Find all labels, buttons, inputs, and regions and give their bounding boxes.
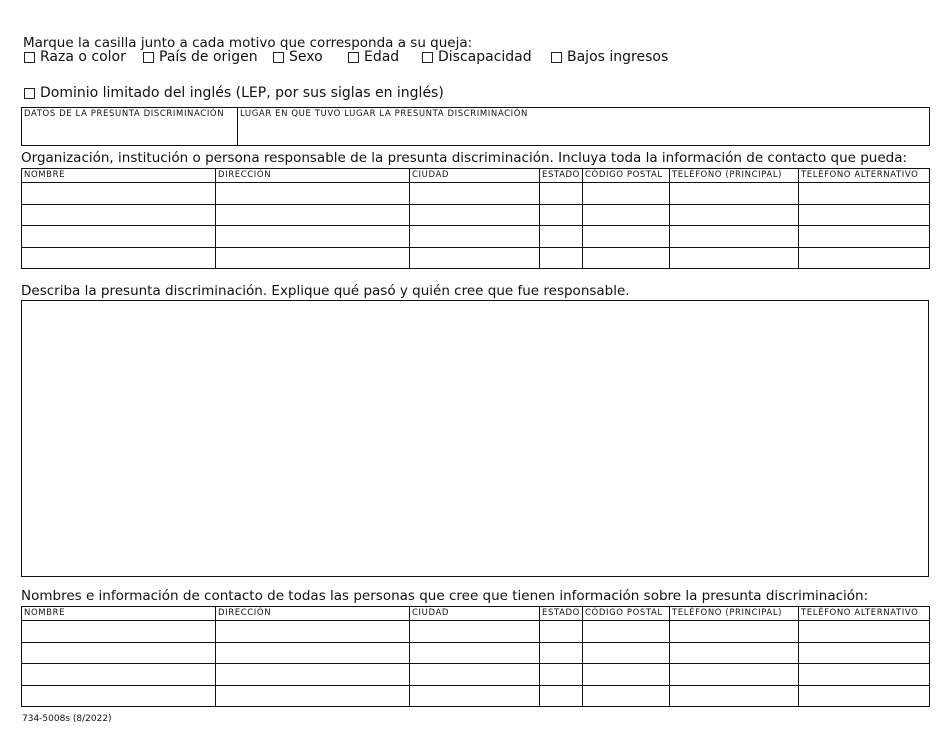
column-header: DIRECCIÓN: [216, 607, 410, 621]
column-header: CIUDAD: [410, 169, 540, 183]
cell-input[interactable]: [799, 247, 930, 269]
cell-input[interactable]: [540, 226, 583, 248]
checkbox-sex[interactable]: [273, 49, 323, 65]
checkbox-label: Discapacidad: [438, 49, 532, 65]
cell-input[interactable]: [22, 226, 216, 248]
cell-input[interactable]: [670, 183, 799, 205]
organization-heading: Organización, institución o persona responsable de la presunta discriminación. Incluya toda la información de contacto que pueda:: [21, 150, 908, 166]
cell-input[interactable]: [22, 621, 216, 643]
cell-input[interactable]: [410, 664, 540, 686]
discrimination-place-label: LUGAR EN QUE TUVO LUGAR LA PRESUNTA DISCRIMINACIÓN: [240, 109, 528, 119]
cell-input[interactable]: [410, 247, 540, 269]
checkbox-label: Raza o color: [40, 49, 126, 65]
checkbox-label: Bajos ingresos: [567, 49, 669, 65]
table-row: [22, 642, 930, 664]
cell-input[interactable]: [216, 642, 410, 664]
description-textarea[interactable]: [21, 300, 929, 577]
cell-input[interactable]: [670, 685, 799, 707]
column-header: TELÉFONO ALTERNATIVO: [799, 169, 930, 183]
checkbox-age[interactable]: [348, 49, 399, 65]
checkbox-label: Sexo: [289, 49, 323, 65]
table-row: [22, 685, 930, 707]
cell-input[interactable]: [540, 642, 583, 664]
cell-input[interactable]: [216, 247, 410, 269]
column-header: CIUDAD: [410, 607, 540, 621]
cell-input[interactable]: [670, 247, 799, 269]
cell-input[interactable]: [22, 685, 216, 707]
cell-input[interactable]: [216, 204, 410, 226]
cell-input[interactable]: [799, 226, 930, 248]
cell-input[interactable]: [410, 685, 540, 707]
column-header: ESTADO: [540, 169, 583, 183]
table-row: [22, 183, 930, 205]
table-row: [22, 204, 930, 226]
cell-input[interactable]: [216, 664, 410, 686]
checkbox-low-income[interactable]: [551, 49, 668, 65]
table-row: [22, 621, 930, 643]
cell-input[interactable]: [410, 204, 540, 226]
checkbox-label: Edad: [364, 49, 400, 65]
cell-input[interactable]: [670, 621, 799, 643]
table-row: [22, 664, 930, 686]
cell-input[interactable]: [216, 621, 410, 643]
cell-input[interactable]: [22, 204, 216, 226]
cell-input[interactable]: [583, 642, 670, 664]
cell-input[interactable]: [22, 664, 216, 686]
cell-input[interactable]: [799, 685, 930, 707]
checkbox-label: Dominio limitado del inglés (LEP, por sus siglas en inglés): [40, 85, 444, 101]
reasons-prompt: Marque la casilla junto a cada motivo que corresponda a su queja:: [23, 35, 473, 51]
discrimination-info-table: [21, 107, 930, 146]
cell-input[interactable]: [799, 183, 930, 205]
cell-input[interactable]: [670, 204, 799, 226]
column-header: TELÉFONO (PRINCIPAL): [670, 607, 799, 621]
column-header: TELÉFONO ALTERNATIVO: [799, 607, 930, 621]
discrimination-date-field[interactable]: [22, 108, 238, 146]
cell-input[interactable]: [22, 642, 216, 664]
cell-input[interactable]: [583, 226, 670, 248]
checkbox-race-color[interactable]: [24, 49, 126, 65]
discrimination-place-field[interactable]: [238, 108, 930, 146]
checkbox-square-icon[interactable]: [143, 52, 154, 63]
cell-input[interactable]: [410, 642, 540, 664]
cell-input[interactable]: [540, 247, 583, 269]
cell-input[interactable]: [583, 621, 670, 643]
checkbox-square-icon[interactable]: [273, 52, 284, 63]
table-row: [22, 247, 930, 269]
table-header-row: [22, 169, 930, 183]
cell-input[interactable]: [799, 664, 930, 686]
column-header: CÓDIGO POSTAL: [583, 607, 670, 621]
column-header: DIRECCIÓN: [216, 169, 410, 183]
cell-input[interactable]: [670, 664, 799, 686]
cell-input[interactable]: [799, 204, 930, 226]
cell-input[interactable]: [22, 183, 216, 205]
column-header: ESTADO: [540, 607, 583, 621]
cell-input[interactable]: [583, 183, 670, 205]
cell-input[interactable]: [410, 183, 540, 205]
cell-input[interactable]: [216, 183, 410, 205]
cell-input[interactable]: [583, 664, 670, 686]
cell-input[interactable]: [670, 226, 799, 248]
checkbox-square-icon[interactable]: [551, 52, 562, 63]
checkbox-disability[interactable]: [422, 49, 532, 65]
column-header: NOMBRE: [22, 169, 216, 183]
description-heading: Describa la presunta discriminación. Explique qué pasó y quién cree que fue responsable.: [21, 283, 630, 299]
cell-input[interactable]: [583, 204, 670, 226]
checkbox-square-icon[interactable]: [24, 52, 35, 63]
column-header: CÓDIGO POSTAL: [583, 169, 670, 183]
cell-input[interactable]: [216, 226, 410, 248]
cell-input[interactable]: [583, 685, 670, 707]
checkbox-square-icon[interactable]: [422, 52, 433, 63]
checkbox-square-icon[interactable]: [348, 52, 359, 63]
cell-input[interactable]: [799, 621, 930, 643]
checkbox-square-icon[interactable]: [24, 88, 35, 99]
cell-input[interactable]: [410, 226, 540, 248]
organization-contact-table: [21, 168, 930, 269]
witnesses-contact-table: [21, 606, 930, 707]
cell-input[interactable]: [22, 247, 216, 269]
column-header: TELÉFONO (PRINCIPAL): [670, 169, 799, 183]
cell-input[interactable]: [216, 685, 410, 707]
table-row: [22, 226, 930, 248]
cell-input[interactable]: [410, 621, 540, 643]
cell-input[interactable]: [670, 642, 799, 664]
table-header-row: [22, 607, 930, 621]
form-number: 734-5008s (8/2022): [22, 714, 112, 724]
cell-input[interactable]: [583, 247, 670, 269]
checkbox-national-origin[interactable]: [143, 49, 258, 65]
cell-input[interactable]: [540, 183, 583, 205]
cell-input[interactable]: [540, 621, 583, 643]
cell-input[interactable]: [799, 642, 930, 664]
column-header: NOMBRE: [22, 607, 216, 621]
checkbox-lep[interactable]: [24, 85, 444, 101]
cell-input[interactable]: [540, 685, 583, 707]
witnesses-heading: Nombres e información de contacto de todas las personas que cree que tienen información sobre la presunta discriminación:: [21, 588, 869, 604]
cell-input[interactable]: [540, 204, 583, 226]
discrimination-date-label: DATOS DE LA PRESUNTA DISCRIMINACIÓN: [24, 109, 225, 119]
checkbox-label: País de origen: [159, 49, 258, 65]
cell-input[interactable]: [540, 664, 583, 686]
